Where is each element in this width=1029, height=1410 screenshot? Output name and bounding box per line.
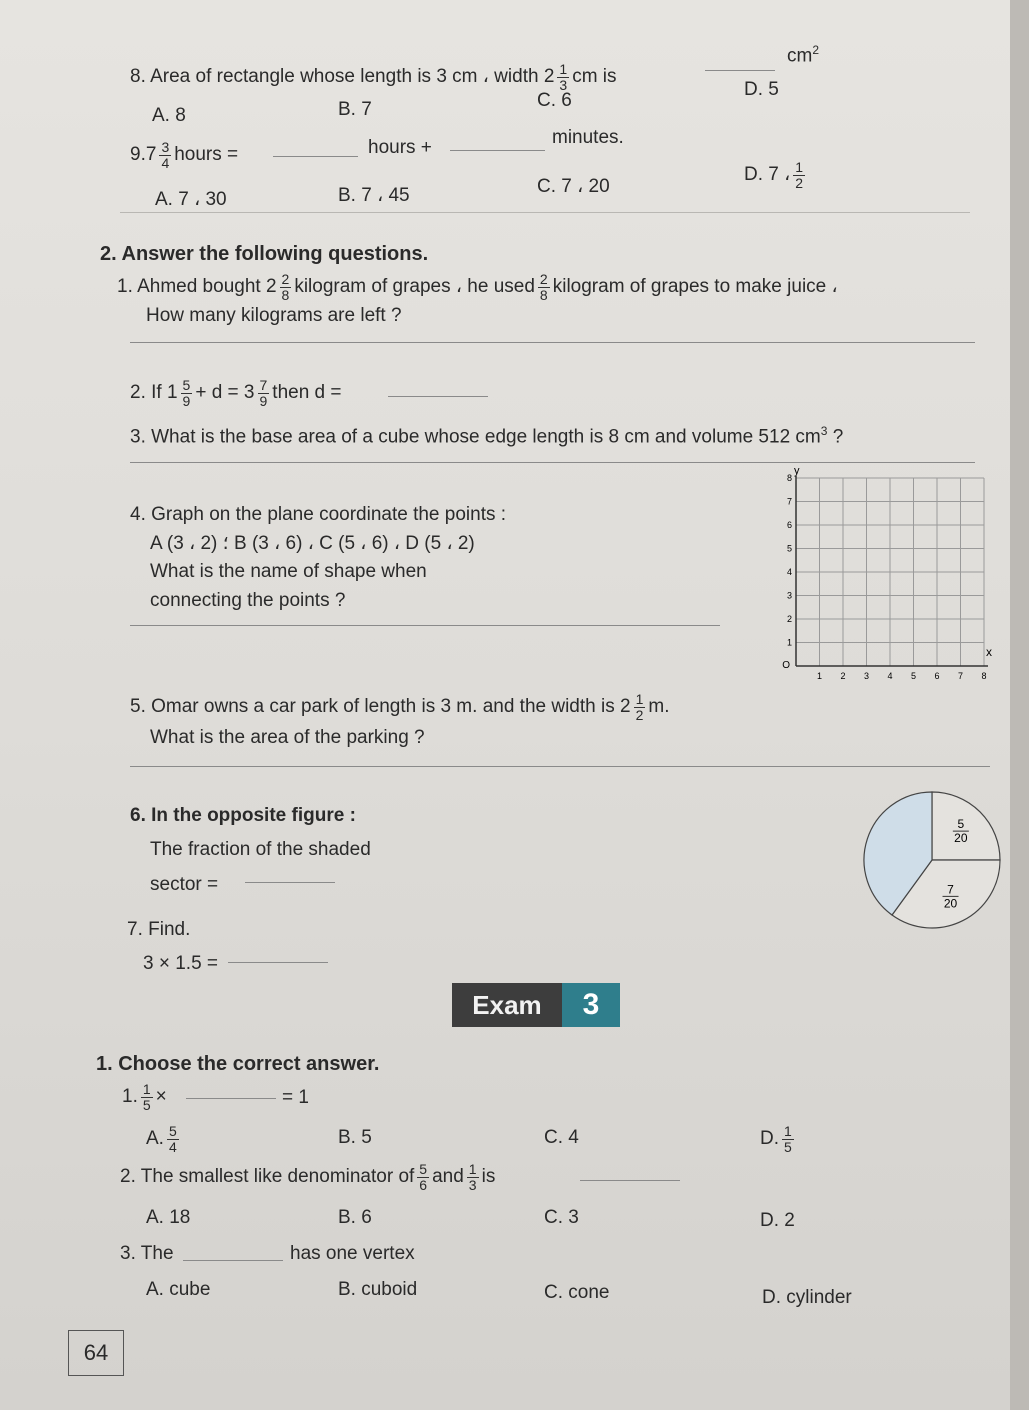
y-tick-label: 3: [786, 590, 792, 601]
x-tick-label: 4: [887, 671, 893, 681]
y-tick-label: 4: [786, 567, 792, 577]
e-q1-option-a[interactable]: A. $\frac{5}{4}$: [146, 1123, 177, 1155]
s2-q4-line1: 4. Graph on the plane coordinate the points :: [130, 504, 507, 525]
q9-hours-blank[interactable]: [273, 156, 358, 157]
e-q1-answer-blank[interactable]: [186, 1098, 276, 1099]
pie-label-denominator: 20: [943, 896, 958, 911]
y-tick-label: 7: [786, 496, 792, 507]
q8-answer-blank[interactable]: [705, 70, 775, 71]
x-tick-label: 7: [957, 671, 964, 681]
s2-q3-question: 3. What is the base area of a cube whose edge length is 8 cm and volume 512 $cm^3$ ?: [130, 424, 844, 448]
s2-q1-question: 1. Ahmed bought 2 $\frac{2}{8}$ kilogram of grapes ، he used $\frac{2}{8}$ kilogram of grapes to make juice ،: [117, 271, 838, 303]
e-q3-option-b[interactable]: B. cuboid: [338, 1279, 418, 1300]
y-axis-label: y: [794, 465, 800, 477]
s2-q6-answer-blank[interactable]: [245, 882, 335, 883]
s2-q7-expression: 3 × 1.5 =: [143, 953, 219, 974]
e-q2-option-b[interactable]: B. 6: [338, 1207, 372, 1228]
s2-q1-line2: How many kilograms are left ?: [146, 305, 402, 326]
x-tick-label: 5: [910, 671, 917, 681]
x-tick-label: 1: [816, 671, 823, 681]
e-q2-option-c[interactable]: C. 3: [544, 1207, 579, 1228]
e-q1-equals: = 1: [282, 1087, 309, 1108]
q8-question: 8. Area of rectangle whose length is 3 cm ، width 2 $\frac{1}{3}$ cm is: [130, 61, 617, 93]
x-tick-label: 6: [934, 671, 940, 681]
q9-option-c[interactable]: C. 7 ، 20: [537, 176, 610, 197]
page-number: 64: [68, 1330, 124, 1376]
s2-q1-answer-line[interactable]: [130, 342, 975, 343]
q9-hours-plus: hours +: [368, 137, 432, 158]
y-tick-label: 6: [786, 520, 792, 530]
s2-q2-question: 2. If 1 $\frac{5}{9}$ + d = 3 $\frac{7}{9}$ then d =: [130, 377, 342, 409]
pie-label-denominator: 20: [954, 831, 968, 846]
s2-q7-answer-blank[interactable]: [228, 962, 328, 963]
exam-number: 3: [562, 983, 620, 1027]
y-tick-label: 2: [786, 614, 792, 624]
page-edge: [1010, 0, 1029, 1410]
pie-chart: [860, 785, 1005, 935]
exam-label: Exam: [452, 983, 562, 1027]
s2-q2-answer-blank[interactable]: [388, 396, 488, 397]
coordinate-grid[interactable]: [750, 462, 1000, 684]
x-tick-label: 3: [863, 671, 870, 681]
q8-option-d[interactable]: D. 5: [744, 79, 779, 100]
e-q3-tail: has one vertex: [290, 1243, 415, 1264]
e-q3-option-c[interactable]: C. cone: [544, 1282, 610, 1303]
e-q1-option-c[interactable]: C. 4: [544, 1127, 579, 1148]
x-tick-label: 8: [981, 671, 987, 681]
section-2-heading: 2. Answer the following questions.: [100, 243, 429, 265]
x-axis-label: x: [986, 645, 992, 659]
q8-option-c[interactable]: C. 6: [537, 90, 572, 111]
s2-q4-line4: connecting the points ?: [150, 590, 346, 611]
s2-q6-line3: sector =: [150, 874, 219, 895]
q9-option-d[interactable]: D. 7 ، $\frac{1}{2}$: [744, 159, 804, 191]
q9-minutes: minutes.: [552, 127, 624, 148]
q9-question: 9.7 $\frac{3}{4}$ hours =: [130, 139, 239, 171]
y-tick-label: 5: [786, 543, 792, 554]
e-q1-option-d[interactable]: D. $\frac{1}{5}$: [760, 1123, 792, 1155]
y-tick-label: 1: [786, 637, 792, 648]
x-tick-label: 2: [840, 671, 846, 681]
q8-option-b[interactable]: B. 7: [338, 99, 372, 120]
q8-unit: $cm^2$: [787, 43, 820, 67]
s2-q5-question: 5. Omar owns a car park of length is 3 m. and the width is 2 $\frac{1}{2}$ m.: [130, 691, 670, 723]
y-tick-label: 8: [786, 473, 792, 483]
e-q3-option-a[interactable]: A. cube: [146, 1279, 211, 1300]
pie-label-numerator: 7: [947, 882, 954, 897]
e-q2-option-d[interactable]: D. 2: [760, 1210, 795, 1231]
divider: [120, 212, 970, 213]
exam-banner: [452, 983, 620, 1027]
q8-option-a[interactable]: A. 8: [152, 105, 186, 126]
q9-minutes-blank[interactable]: [450, 150, 545, 151]
q9-option-a[interactable]: A. 7 ، 30: [155, 189, 227, 210]
e-q2-answer-blank[interactable]: [580, 1180, 680, 1181]
e-q1-question: 1. $\frac{1}{5}$ ×: [122, 1081, 167, 1113]
e-q3-answer-blank[interactable]: [183, 1260, 283, 1261]
pie-label-numerator: 5: [957, 817, 965, 832]
e-q2-question: 2. The smallest like denominator of $\frac{5}{6}$ and $\frac{1}{3}$ is: [120, 1161, 496, 1193]
s2-q7-line1: 7. Find.: [127, 919, 191, 940]
s2-q6-line1: 6. In the opposite figure :: [130, 805, 356, 826]
s2-q4-points: A (3 ، 2) ؛ B (3 ، 6) ، C (5 ، 6) ، D (5 ، 2): [150, 533, 475, 554]
e-q2-option-a[interactable]: A. 18: [146, 1207, 191, 1228]
s2-q6-line2: The fraction of the shaded: [150, 839, 371, 860]
e-q3-option-d[interactable]: D. cylinder: [762, 1287, 852, 1308]
origin-label: O: [782, 660, 790, 671]
s2-q4-line3: What is the name of shape when: [150, 561, 427, 582]
e-q3-the: 3. The: [120, 1243, 174, 1264]
s2-q5-answer-line[interactable]: [130, 766, 990, 767]
s2-q4-answer-line[interactable]: [130, 625, 720, 626]
pie-slice: [932, 792, 1000, 860]
section-3-heading: 1. Choose the correct answer.: [96, 1053, 380, 1075]
e-q1-option-b[interactable]: B. 5: [338, 1127, 372, 1148]
q9-option-b[interactable]: B. 7 ، 45: [338, 185, 410, 206]
s2-q5-line2: What is the area of the parking ?: [150, 727, 425, 748]
